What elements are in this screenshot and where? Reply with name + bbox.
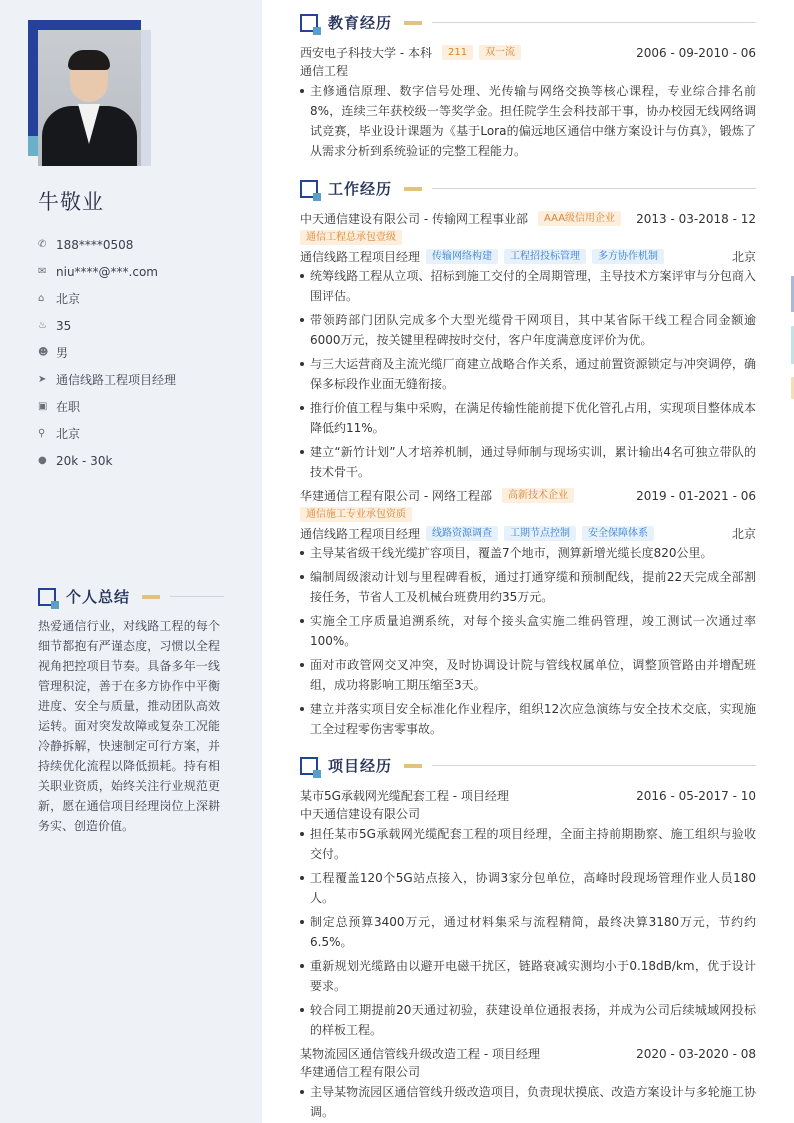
project-bullets	[300, 824, 756, 1040]
skill-tag: 传输网络构建	[426, 249, 498, 264]
info-email: ✉ niu****@***.com	[38, 264, 158, 279]
list-item: 推行价值工程与集中采购，在满足传输性能前提下优化管孔占用，实现项目整体成本降低约11%。	[300, 398, 756, 438]
school-tag: 211	[442, 45, 473, 60]
mail-icon: ✉	[38, 266, 47, 277]
home-icon: ⌂	[38, 293, 45, 304]
info-gender: ☻ 男	[38, 346, 69, 360]
briefcase-icon: ▣	[38, 401, 48, 412]
job-role-row	[300, 247, 756, 266]
job-date: 2013 - 03-2018 - 12	[636, 211, 756, 226]
profile-photo	[38, 30, 141, 166]
project-name: 某物流园区通信管线升级改造工程 - 项目经理	[300, 1047, 540, 1061]
list-item: 与三大运营商及主流光缆厂商建立战略合作关系，通过前置资源锁定与冲突调停，确保多标段作业面无缝衔接。	[300, 354, 756, 394]
list-item: 工程覆盖120个5G站点接入，协调3家分包单位，高峰时段现场管理作业人员180人。	[300, 868, 756, 908]
company-tag: 高新技术企业	[502, 488, 574, 503]
send-icon: ➤	[38, 374, 47, 385]
face-icon: ☻	[38, 347, 49, 358]
section-square-icon	[300, 180, 318, 198]
education-major: 通信工程	[300, 64, 349, 78]
section-square-icon	[300, 757, 318, 775]
project-header	[300, 1044, 756, 1063]
education-header	[300, 43, 756, 62]
section-bar	[142, 595, 160, 599]
list-item: 建立“新竹计划”人才培养机制，通过导师制与现场实训，累计输出4名可独立带队的技术骨干。	[300, 442, 756, 482]
qualification-tag: 通信施工专业承包资质	[300, 507, 412, 522]
photo-frame-shadow	[141, 30, 151, 166]
pin-icon: ⚲	[38, 428, 46, 439]
job-role-row	[300, 524, 756, 543]
section-bar	[404, 21, 422, 25]
education-section	[300, 12, 756, 165]
list-item: 编制周级滚动计划与里程碑看板，通过打通穿缆和预制配线，提前22天完成全部割接任务，节省人工及机械台班费用约35万元。	[300, 567, 756, 607]
school-name: 西安电子科技大学 - 本科	[300, 46, 432, 60]
info-phone: ✆ 188****0508	[38, 237, 134, 252]
list-item: 面对市政管网交叉冲突，及时协调设计院与管线权属单位，调整顶管路由并增配班组，成功将影响工期压缩至3天。	[300, 655, 756, 695]
job-header	[300, 486, 756, 505]
person-name: 牛敬业	[38, 190, 104, 214]
skill-tag: 工期节点控制	[504, 526, 576, 541]
list-item: 统筹线路工程从立项、招标到施工交付的全周期管理，主导技术方案评审与分包商入围评估。	[300, 266, 756, 306]
work-section	[300, 178, 756, 743]
list-item: 主修通信原理、数字信号处理、光传输与网络交换等核心课程，专业综合排名前8%，连续三年获校级一等奖学金。担任院学生会科技部干事，协办校园无线网络调试竞赛，毕业设计课题为《基于Lora的偏远地区通信中继方案设计与仿真》，锻炼了从需求分析到系统验证的完整工程能力。	[300, 81, 756, 161]
avatar	[28, 20, 152, 166]
skill-tag: 工程招投标管理	[504, 249, 586, 264]
education-heading: 教育经历	[300, 12, 756, 33]
project-org: 华建通信工程有限公司	[300, 1065, 421, 1079]
projects-heading: 项目经历	[300, 755, 756, 776]
work-heading: 工作经历	[300, 178, 756, 199]
summary-heading: 个人总结	[38, 586, 224, 607]
sidebar	[0, 0, 262, 1123]
list-item: 带领跨部门团队完成多个大型光缆骨干网项目，其中某省际干线工程合同金额逾6000万元，按关键里程碑按时交付，客户年度满意度评价为优。	[300, 310, 756, 350]
job-bullets	[300, 543, 756, 739]
company-tag: AAA级信用企业	[538, 211, 621, 226]
cake-icon: ♨	[38, 320, 47, 331]
info-salary: ● 20k - 30k	[38, 453, 113, 468]
project-org: 中天通信建设有限公司	[300, 807, 421, 821]
section-divider	[432, 188, 756, 189]
skill-tag: 安全保障体系	[582, 526, 654, 541]
section-divider	[432, 765, 756, 766]
contact-info	[38, 231, 238, 474]
education-date: 2006 - 09-2010 - 06	[636, 45, 756, 60]
job-city: 北京	[731, 250, 756, 264]
project-bullets	[300, 1082, 756, 1122]
list-item: 重新规划光缆路由以避开电磁干扰区，链路衰减实测均小于0.18dB/km，优于设计要求。	[300, 956, 756, 996]
info-position: ➤ 通信线路工程项目经理	[38, 373, 177, 387]
project-name: 某市5G承载网光缆配套工程 - 项目经理	[300, 789, 509, 803]
school-tag: 双一流	[479, 45, 521, 60]
section-divider	[170, 596, 224, 597]
job-bullets	[300, 266, 756, 482]
section-bar	[404, 187, 422, 191]
job-qualification-row	[300, 228, 756, 247]
photo-frame-accent	[28, 136, 38, 156]
section-square-icon	[300, 14, 318, 32]
phone-icon: ✆	[38, 239, 47, 250]
skill-tag: 多方协作机制	[592, 249, 664, 264]
company-name: 华建通信工程有限公司 - 网络工程部	[300, 489, 492, 503]
info-location: ⌂ 北京	[38, 292, 81, 306]
job-city: 北京	[731, 527, 756, 541]
project-header	[300, 786, 756, 805]
section-square-icon	[38, 588, 56, 606]
job-role: 通信线路工程项目经理	[300, 250, 421, 264]
list-item: 主导某省级干线光缆扩容项目，覆盖7个地市，测算新增光缆长度820公里。	[300, 543, 756, 563]
skill-tag: 线路资源调查	[426, 526, 498, 541]
project-date: 2016 - 05-2017 - 10	[636, 788, 756, 803]
job-qualification-row	[300, 505, 756, 524]
summary-text: 热爱通信行业，对线路工程的每个细节都抱有严谨态度，习惯以全程视角把控项目节奏。具备多年一线管理积淀，善于在多方协作中平衡进度、安全与质量，推动团队高效运转。面对突发故障或复杂工况能冷静拆解，快速制定可行方案，并持续优化流程以降低损耗。持有相关职业资质，始终关注行业规范更新，愿在通信项目经理岗位上深耕务实、创造价值。	[38, 619, 220, 833]
info-status: ▣ 在职	[38, 400, 81, 414]
qualification-tag: 通信工程总承包壹级	[300, 230, 402, 245]
project-date: 2020 - 03-2020 - 08	[636, 1046, 756, 1061]
coin-icon: ●	[38, 455, 47, 466]
section-bar	[404, 764, 422, 768]
job-role: 通信线路工程项目经理	[300, 527, 421, 541]
job-header	[300, 209, 756, 228]
info-age: ♨ 35	[38, 318, 72, 333]
list-item: 主导某物流园区通信管线升级改造项目，负责现状摸底、改造方案设计与多轮施工协调。	[300, 1082, 756, 1122]
list-item: 较合同工期提前20天通过初验，获建设单位通报表扬，并成为公司后续城域网投标的样板工程。	[300, 1000, 756, 1040]
education-bullets	[300, 81, 756, 161]
company-name: 中天通信建设有限公司 - 传输网工程事业部	[300, 212, 528, 226]
job-date: 2019 - 01-2021 - 06	[636, 488, 756, 503]
list-item: 担任某市5G承载网光缆配套工程的项目经理，全面主持前期勘察、施工组织与验收交付。	[300, 824, 756, 864]
list-item: 实施全工序质量追溯系统，对每个接头盒实施二维码管理，竣工测试一次通过率100%。	[300, 611, 756, 651]
list-item: 制定总预算3400万元，通过材料集采与流程精简，最终决算3180万元，节约约6.5%。	[300, 912, 756, 952]
info-city: ⚲ 北京	[38, 427, 81, 441]
list-item: 建立并落实项目安全标准化作业程序，组织12次应急演练与安全技术交底，实现施工全过程零伤害零事故。	[300, 699, 756, 739]
projects-section	[300, 755, 756, 1123]
section-divider	[432, 22, 756, 23]
